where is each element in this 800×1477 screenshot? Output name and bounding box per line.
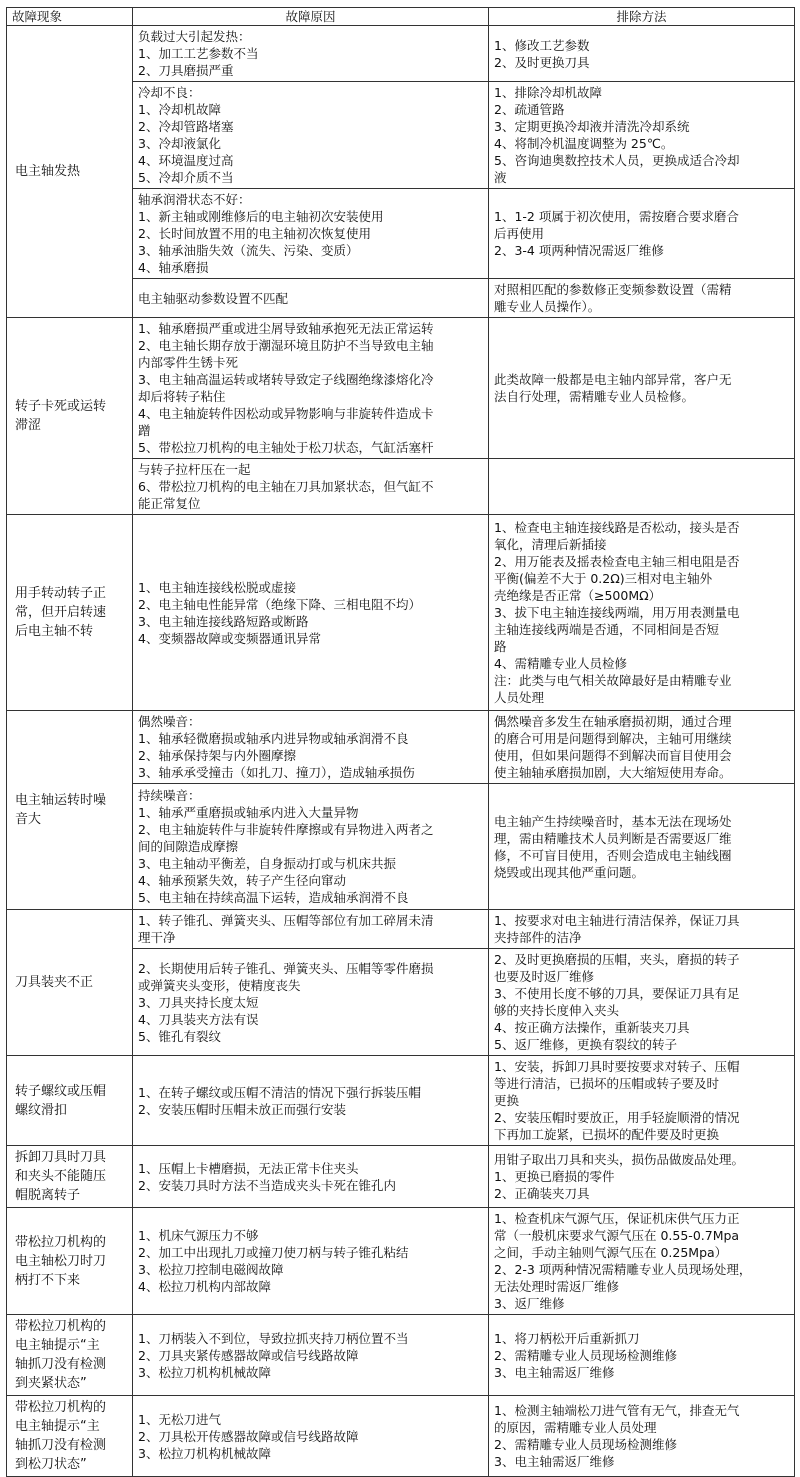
fix-cell <box>489 1315 795 1396</box>
symptom-line: 到松刀状态” <box>15 1457 87 1472</box>
symptom-cell <box>7 910 133 1056</box>
cause-line: 4、松拉刀机构内部故障 <box>138 1279 271 1294</box>
cause-line: 轴承润滑状态不好： <box>138 192 251 207</box>
fix-line: 雕专业人员操作）。 <box>494 299 601 314</box>
cause-line: 4、刀具装夹方法有误 <box>138 1011 259 1027</box>
fix-line: 1、排除冷却机故障 <box>494 85 602 100</box>
fix-line: 1、1-2 项属于初次使用，需按磨合要求磨合 <box>494 209 739 224</box>
cause-line: 与转子拉杆压在一起 <box>138 462 251 477</box>
fault-table-wrapper <box>6 7 794 1477</box>
fix-line: 此类故障一般都是电主轴内部异常，客户无 <box>494 372 732 387</box>
cause-line: 1、在转子螺纹或压帽不清洁的情况下强行拆装压帽 <box>138 1084 421 1100</box>
symptom-line: 轴抓刀没有检测 <box>15 1438 107 1453</box>
cause-line: 4、变频器故障或变频器通讯异常 <box>138 630 321 646</box>
cause-cell <box>133 1146 489 1208</box>
cause-line: 6、带松拉刀机构的电主轴在刀具加紧状态，但气缸不 <box>138 479 434 494</box>
fix-line: 4、将制冷机温度调整为 25℃。 <box>494 136 674 151</box>
table-body <box>7 26 795 1477</box>
cause-cell <box>133 279 489 318</box>
cause-line: 1、新主轴或刚维修后的电主轴初次安装使用 <box>138 209 384 224</box>
table-row <box>7 711 795 784</box>
symptom-line: 电主轴运转时噪 <box>15 793 107 808</box>
symptom-line: 后电主轴不转 <box>15 624 94 639</box>
cause-line: 3、松拉刀控制电磁阀故障 <box>138 1262 284 1277</box>
fix-line: 主轴连接线两端是否通，不同相间是否短 <box>494 622 720 637</box>
cause-line: 内部零件生锈卡死 <box>138 355 239 370</box>
cause-line: 3、松拉刀机构机械故障 <box>138 1445 271 1461</box>
cause-line: 持续噪音： <box>138 788 201 803</box>
fix-cell <box>489 1208 795 1315</box>
fix-line: 1、检测主轴端松刀进气管有无气，排查无气 <box>494 1403 740 1418</box>
cause-line: 3、刀具夹持长度太短 <box>138 994 259 1010</box>
cause-line: 3、电主轴连接线路短路或断路 <box>138 613 309 629</box>
cause-cell <box>133 1208 489 1315</box>
table-row <box>7 26 795 82</box>
fix-line: 的原因，需精雕专业人员处理 <box>494 1420 657 1435</box>
fix-line: 2、2-3 项两种情况需精雕专业人员现场处理， <box>494 1262 752 1277</box>
cause-cell <box>133 949 489 1056</box>
symptom-line: 转子卡死或运转 <box>15 399 107 414</box>
symptom-cell <box>7 1396 133 1477</box>
fix-cell <box>489 1396 795 1477</box>
symptom-cell <box>7 1056 133 1146</box>
fix-line: 修，不可盲目使用，否则会造成电主轴线圈 <box>494 847 732 863</box>
header-symptom: 故障现象 <box>7 8 133 26</box>
fix-line: 3、电主轴需返厂维修 <box>494 1454 615 1469</box>
cause-line: 1、刀柄装入不到位，导致拉抓夹持刀柄位置不当 <box>138 1330 409 1346</box>
cause-line: 冷却不良： <box>138 85 201 100</box>
table-row <box>7 910 795 949</box>
cause-cell <box>133 318 489 459</box>
table-row <box>7 1396 795 1477</box>
symptom-line: 轴抓刀没有检测 <box>15 1357 107 1372</box>
header-fix: 排除方法 <box>489 8 795 26</box>
cause-cell <box>133 26 489 82</box>
fix-line: 对照相匹配的参数修正变频参数设置（需精 <box>494 282 732 297</box>
cause-line: 1、加工工艺参数不当 <box>138 46 259 61</box>
fix-cell <box>489 279 795 318</box>
fix-line: 3、不使用长度不够的刀具，要保证刀具有足 <box>494 986 740 1001</box>
fix-line: 下再加工旋紧，已损坏的配件要及时更换 <box>494 1127 720 1142</box>
fix-cell <box>489 459 795 515</box>
fix-cell <box>489 26 795 82</box>
cause-line: 1、压帽上卡槽磨损，无法正常卡住夹头 <box>138 1160 359 1176</box>
fix-cell <box>489 1056 795 1146</box>
fix-line: 液 <box>494 170 507 185</box>
symptom-line: 滞涩 <box>15 418 42 433</box>
cause-line: 2、刀具磨损严重 <box>138 63 234 78</box>
fix-line: 常（一般机床要求气源气压在 0.55-0.7Mpa <box>494 1228 740 1243</box>
fix-cell <box>489 515 795 711</box>
cause-line: 4、轴承预紧失效，转子产生径向窜动 <box>138 873 346 888</box>
fix-line: 的磨合可用是问题得到解决，主轴可用继续 <box>494 731 732 746</box>
cause-line: 却后将转子粘住 <box>138 389 226 404</box>
cause-cell <box>133 82 489 189</box>
fix-line: 1、安装，拆卸刀具时要按要求对转子、压帽 <box>494 1059 740 1074</box>
symptom-cell <box>7 1315 133 1396</box>
fault-table <box>6 7 795 1477</box>
cause-line: 5、锥孔有裂纹 <box>138 1028 221 1044</box>
fix-line: 1、更换已磨损的零件 <box>494 1169 615 1184</box>
cause-line: 电主轴驱动参数设置不匹配 <box>138 290 289 306</box>
fix-line: 4、按正确方法操作，重新装夹刀具 <box>494 1020 690 1035</box>
fix-line: 路 <box>494 639 507 654</box>
fix-line: 理，需由精雕技术人员判断是否需要返厂维 <box>494 830 732 846</box>
table-row <box>7 515 795 711</box>
fix-line: 法自行处理，需精雕专业人员检修。 <box>494 389 695 404</box>
symptom-line: 电主轴发热 <box>15 164 81 179</box>
symptom-line: 带松拉刀机构的 <box>15 1319 107 1334</box>
fix-line: 使主轴轴承磨损加剧，大大缩短使用寿命。 <box>494 765 732 780</box>
fix-cell <box>489 711 795 784</box>
fix-cell <box>489 1146 795 1208</box>
cause-cell <box>133 1396 489 1477</box>
fix-line: 2、疏通管路 <box>494 102 565 117</box>
symptom-line: 到夹紧状态” <box>15 1376 87 1391</box>
cause-line: 1、电主轴连接线松脱或虚接 <box>138 579 296 595</box>
fix-line: 5、返厂维修，更换有裂纹的转子 <box>494 1037 677 1052</box>
cause-line: 5、带松拉刀机构的电主轴处于松刀状态，气缸活塞杆 <box>138 440 434 455</box>
fix-cell <box>489 318 795 459</box>
cause-line: 1、转子锥孔、弹簧夹头、压帽等部位有加工碎屑未清 <box>138 913 434 928</box>
fix-line: 电主轴产生持续噪音时，基本无法在现场处 <box>494 813 732 829</box>
symptom-line: 转子螺纹或压帽 <box>15 1083 107 1099</box>
fix-line: 1、检查电主轴连接线路是否松动，接头是否 <box>494 520 740 535</box>
fix-line: 人员处理 <box>494 690 545 705</box>
fix-line: 2、及时更换刀具 <box>494 54 590 70</box>
cause-line: 1、机床气源压力不够 <box>138 1228 259 1243</box>
cause-line: 蹭 <box>138 423 151 438</box>
cause-line: 1、轴承轻微磨损或轴承内进异物或轴承润滑不良 <box>138 731 409 746</box>
cause-line: 2、加工中出现扎刀或撞刀使刀柄与转子锥孔粘结 <box>138 1245 409 1260</box>
cause-line: 2、电主轴电性能异常（绝缘下降、三相电阻不均） <box>138 596 421 612</box>
cause-line: 3、轴承油脂失效（流失、污染、变质） <box>138 243 359 258</box>
cause-line: 2、长时间放置不用的电主轴初次恢复使用 <box>138 226 371 241</box>
symptom-line: 柄打不下来 <box>15 1272 81 1288</box>
cause-line: 3、电主轴动平衡差，自身振动打或与机床共振 <box>138 856 396 871</box>
fix-line: 2、3-4 项两种情况需返厂维修 <box>494 243 664 258</box>
fix-line: 5、咨询迪奥数控技术人员，更换成适合冷却 <box>494 153 740 168</box>
symptom-line: 音大 <box>15 812 42 827</box>
cause-line: 3、冷却液氯化 <box>138 136 221 151</box>
table-row <box>7 1146 795 1208</box>
cause-line: 5、电主轴在持续高温下运转，造成轴承润滑不良 <box>138 890 409 905</box>
cause-line: 间的间隙造成摩擦 <box>138 839 239 854</box>
fix-line: 之间，手动主轴则气源气压在 0.25Mpa） <box>494 1245 728 1260</box>
cause-cell <box>133 910 489 949</box>
fix-line: 注：此类与电气相关故障最好是由精雕专业 <box>494 673 732 688</box>
fix-line: 2、正确装夹刀具 <box>494 1186 590 1201</box>
fix-line: 用钳子取出刀具和夹头，损伤品做废品处理。 <box>494 1152 745 1167</box>
symptom-line: 电主轴提示“主 <box>15 1419 100 1434</box>
cause-line: 偶然噪音： <box>138 714 201 729</box>
fix-cell <box>489 82 795 189</box>
fix-line: 夹持部件的洁净 <box>494 930 582 945</box>
cause-line: 3、松拉刀机构机械故障 <box>138 1364 271 1380</box>
table-row <box>7 318 795 459</box>
table-row <box>7 1208 795 1315</box>
cause-line: 2、电主轴旋转件与非旋转件摩擦或有异物进入两者之 <box>138 822 434 837</box>
cause-line: 4、环境温度过高 <box>138 153 234 168</box>
cause-line: 1、无松刀进气 <box>138 1411 221 1427</box>
fix-line: 更换 <box>494 1093 520 1108</box>
cause-line: 2、冷却管路堵塞 <box>138 119 234 134</box>
cause-cell <box>133 1056 489 1146</box>
cause-line: 4、轴承磨损 <box>138 260 209 275</box>
cause-line: 2、刀具松开传感器故障或信号线路故障 <box>138 1428 359 1444</box>
fix-line: 2、需精雕专业人员现场检测维修 <box>494 1347 677 1363</box>
fix-line: 3、返厂维修 <box>494 1296 565 1311</box>
cause-line: 2、电主轴长期存放于潮湿环境且防护不当导致电主轴 <box>138 338 434 353</box>
symptom-cell <box>7 318 133 515</box>
symptom-line: 带松拉刀机构的 <box>15 1234 107 1250</box>
fix-line: 氧化，清理后新插接 <box>494 537 607 552</box>
fix-line: 4、需精雕专业人员检修 <box>494 656 627 671</box>
fix-line: 也要及时返厂维修 <box>494 969 595 984</box>
cause-cell <box>133 189 489 279</box>
cause-line: 2、安装刀具时方法不当造成夹头卡死在锥孔内 <box>138 1177 396 1193</box>
fix-line: 3、拔下电主轴连接线两端，用万用表测量电 <box>494 605 740 620</box>
symptom-line: 刀具装夹不正 <box>15 975 94 990</box>
table-row <box>7 1056 795 1146</box>
fix-line: 2、用万能表及摇表检查电主轴三相电阻是否 <box>494 554 740 569</box>
cause-line: 2、刀具夹紧传感器故障或信号线路故障 <box>138 1347 359 1363</box>
fix-line: 后再使用 <box>494 226 545 241</box>
cause-line: 2、安装压帽时压帽未放正而强行安装 <box>138 1101 346 1117</box>
cause-line: 或弹簧夹头变形，使精度丧失 <box>138 977 301 993</box>
cause-line: 1、轴承磨损严重或进尘屑导致轴承抱死无法正常运转 <box>138 321 434 336</box>
fix-line: 偶然噪音多发生在轴承磨损初期，通过合理 <box>494 714 732 729</box>
fix-line: 无法处理时需返厂维修 <box>494 1279 620 1294</box>
fix-line: 1、检查机床气源气压，保证机床供气压力正 <box>494 1211 740 1226</box>
header-cause: 故障原因 <box>133 8 489 26</box>
symptom-line: 和夹头不能随压 <box>15 1169 107 1184</box>
table-row <box>7 1315 795 1396</box>
symptom-line: 带松拉刀机构的 <box>15 1400 107 1415</box>
cause-cell <box>133 784 489 910</box>
symptom-line: 电主轴松刀时刀 <box>15 1253 107 1269</box>
fix-line: 3、电主轴需返厂维修 <box>494 1364 615 1380</box>
cause-line: 5、冷却介质不当 <box>138 170 234 185</box>
symptom-line: 常，但开启转速 <box>15 605 107 620</box>
fix-line: 平衡(偏差不大于 0.2Ω)三相对电主轴外 <box>494 571 713 586</box>
cause-line: 3、轴承承受撞击（如扎刀、撞刀），造成轴承损伤 <box>138 765 415 780</box>
fix-line: 1、按要求对电主轴进行清洁保养，保证刀具 <box>494 913 740 928</box>
fix-cell <box>489 784 795 910</box>
fix-line: 2、需精雕专业人员现场检测维修 <box>494 1437 677 1452</box>
cause-line: 4、电主轴旋转件因松动或异物影响与非旋转件造成卡 <box>138 406 434 421</box>
fix-line: 够的夹持长度伸入夹头 <box>494 1003 620 1018</box>
fix-line: 1、将刀柄松开后重新抓刀 <box>494 1330 640 1346</box>
fix-cell <box>489 189 795 279</box>
fix-line: 3、定期更换冷却液并清洗冷却系统 <box>494 119 690 134</box>
header-row <box>7 8 795 26</box>
symptom-cell <box>7 711 133 910</box>
symptom-cell <box>7 1146 133 1208</box>
cause-cell <box>133 459 489 515</box>
symptom-cell <box>7 1208 133 1315</box>
symptom-line: 电主轴提示“主 <box>15 1338 100 1353</box>
fix-line: 2、及时更换磨损的压帽，夹头，磨损的转子 <box>494 952 740 967</box>
fix-line: 1、修改工艺参数 <box>494 37 590 53</box>
cause-line: 理干净 <box>138 930 176 945</box>
cause-line: 2、轴承保持架与内外圈摩擦 <box>138 748 296 763</box>
cause-line: 能正常复位 <box>138 496 201 511</box>
symptom-line: 帽脱离转子 <box>15 1188 81 1203</box>
symptom-line: 用手转动转子正 <box>15 586 107 601</box>
fix-line: 壳绝缘是否正常（≥500MΩ） <box>494 588 662 603</box>
cause-cell <box>133 1315 489 1396</box>
fix-line: 使用，但如果问题得不到解决而盲目使用会 <box>494 748 732 763</box>
fix-cell <box>489 949 795 1056</box>
symptom-cell <box>7 26 133 318</box>
symptom-line: 拆卸刀具时刀具 <box>15 1150 107 1165</box>
cause-line: 3、电主轴高温运转或堵转导致定子线圈绝缘漆熔化冷 <box>138 372 434 387</box>
cause-line: 2、长期使用后转子锥孔、弹簧夹头、压帽等零件磨损 <box>138 960 434 976</box>
cause-line: 负载过大引起发热： <box>138 29 251 44</box>
fix-line: 2、安装压帽时要放正，用手轻旋顺滑的情况 <box>494 1110 740 1125</box>
cause-cell <box>133 515 489 711</box>
cause-line: 1、冷却机故障 <box>138 102 221 117</box>
cause-cell <box>133 711 489 784</box>
fix-cell <box>489 910 795 949</box>
symptom-cell <box>7 515 133 711</box>
symptom-line: 螺纹滑扣 <box>15 1102 68 1118</box>
fix-line: 烧毁或出现其他严重问题。 <box>494 864 645 880</box>
fix-line: 等进行清洁，已损坏的压帽或转子要及时 <box>494 1076 720 1091</box>
cause-line: 1、轴承严重磨损或轴承内进入大量异物 <box>138 805 359 820</box>
